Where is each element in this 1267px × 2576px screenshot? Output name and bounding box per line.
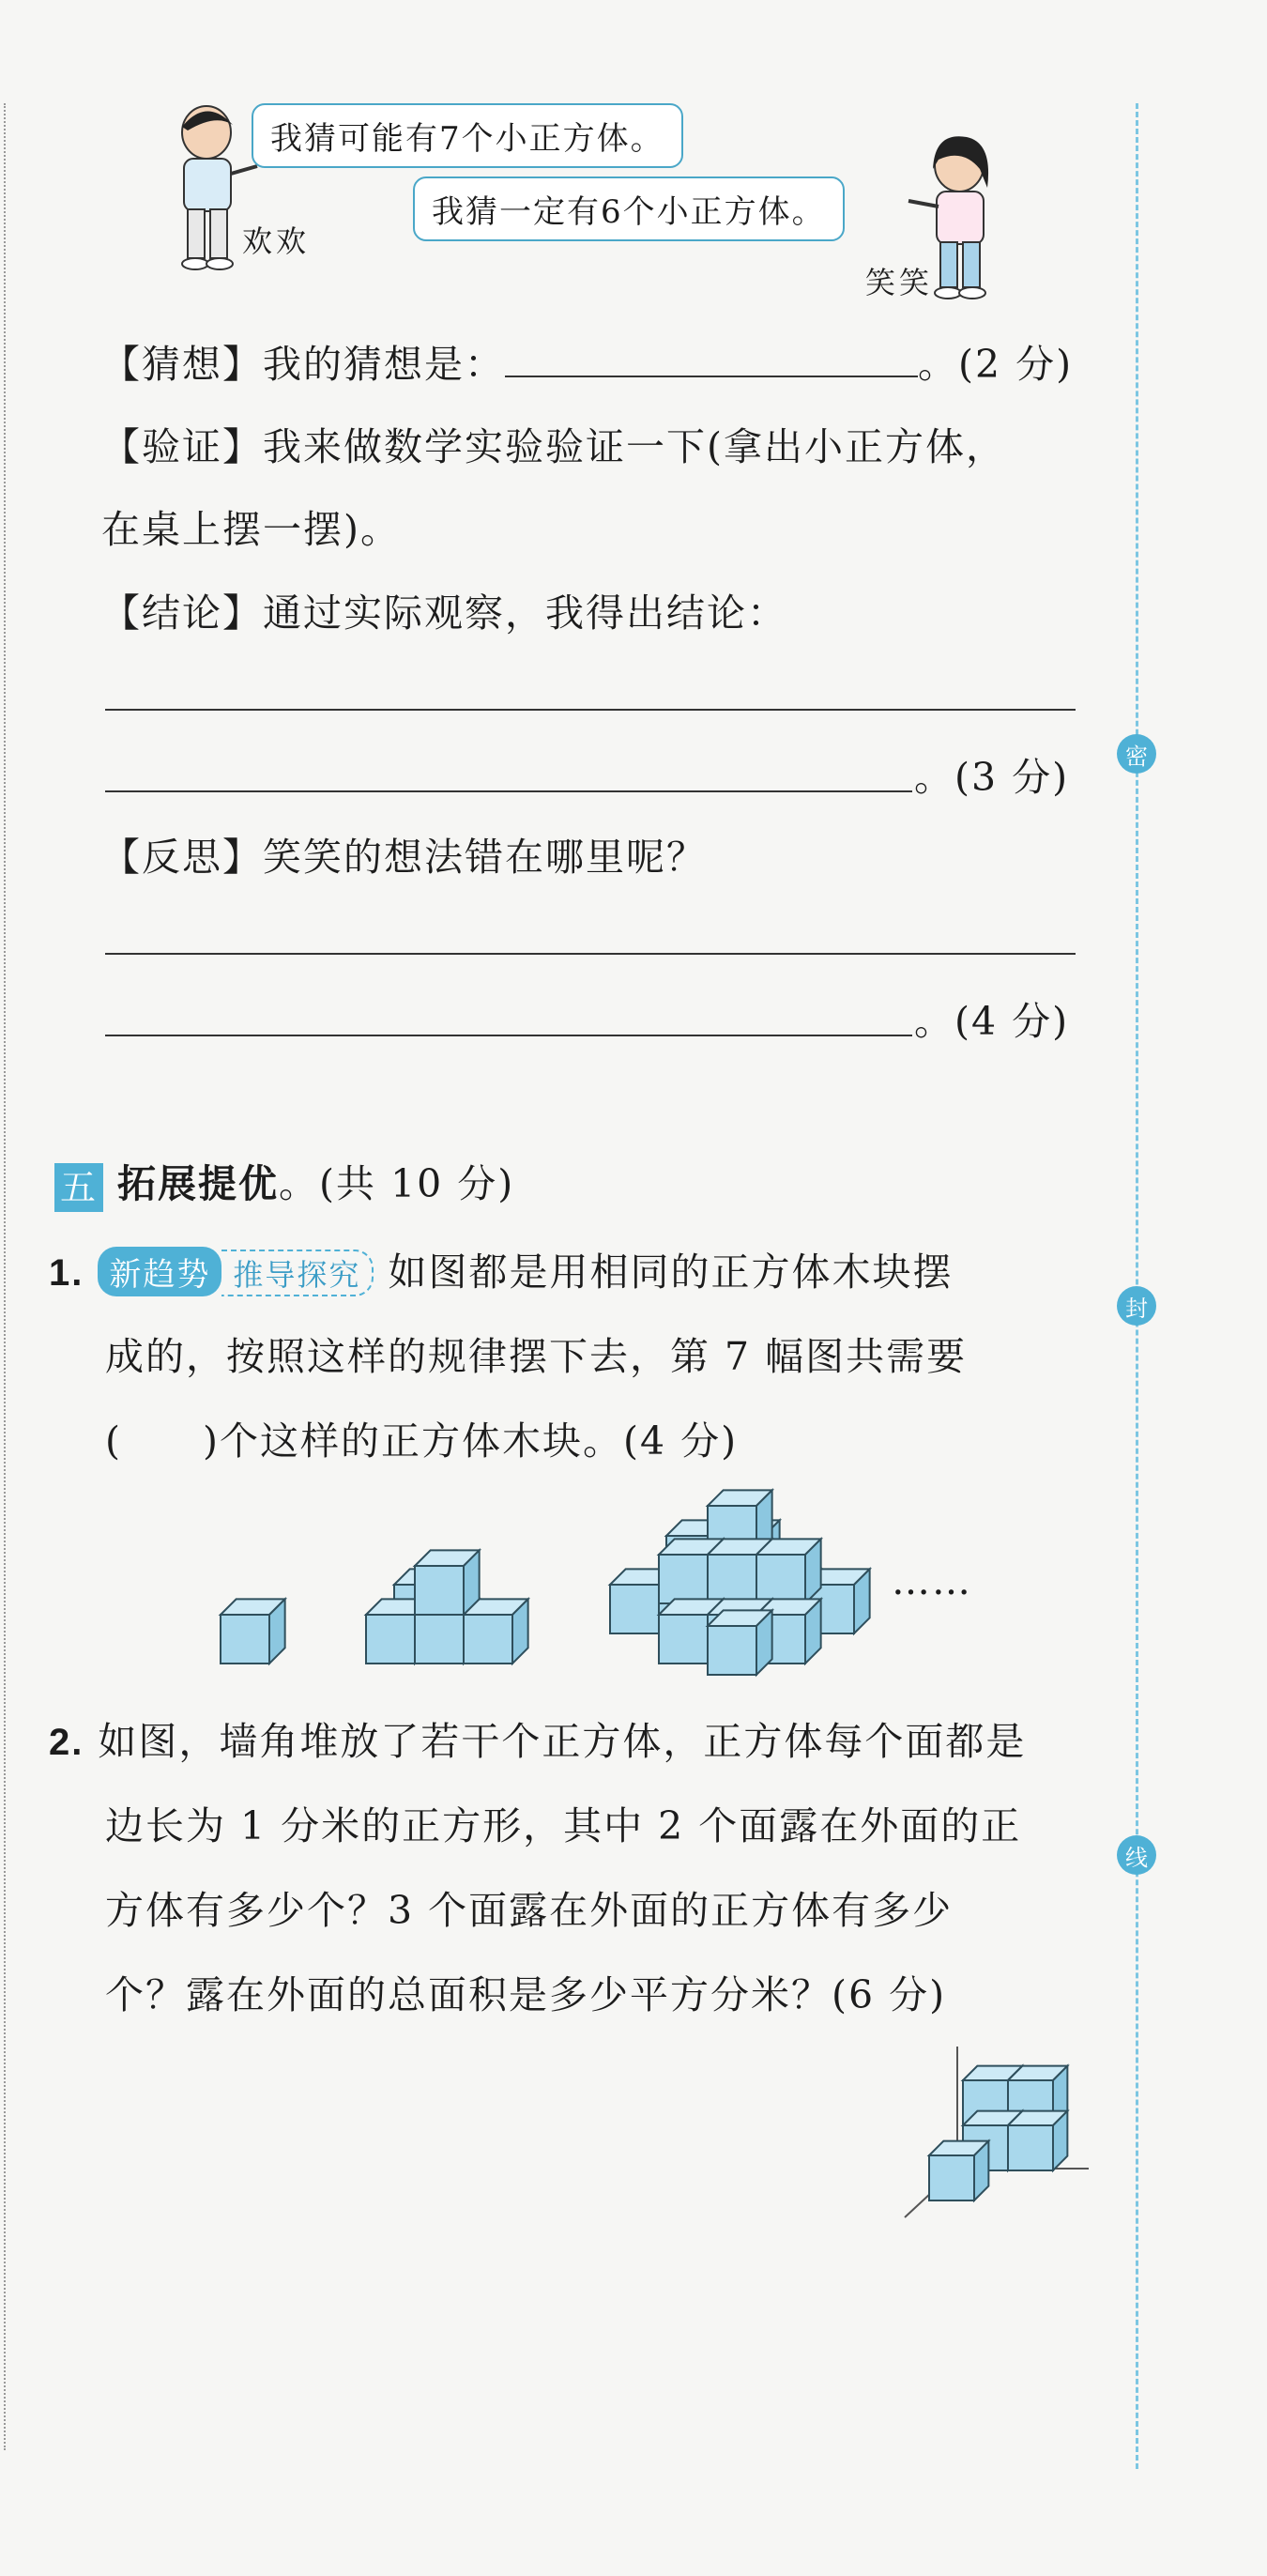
q1-tag-sub: 推导探究 xyxy=(221,1250,374,1296)
seal-xian: 线 xyxy=(1117,1835,1156,1875)
conclusion-answer-line-2[interactable] xyxy=(105,790,912,792)
left-margin-dots xyxy=(4,103,6,2450)
verify-line-1: 【验证】我来做数学实验验证一下(拿出小正方体， xyxy=(101,424,1006,469)
q1-line-3: ( )个这样的正方体木块。(4 分) xyxy=(105,1418,739,1464)
q1-number: 1. xyxy=(49,1252,84,1294)
corner-cube-front xyxy=(929,2141,988,2200)
q1-tag-new: 新趋势 xyxy=(98,1247,221,1296)
name-xiaoxiao: 笑笑 xyxy=(865,265,934,300)
guess-score: 。(2 分) xyxy=(918,342,1074,387)
q1-text-1: 如图都是用相同的正方体木块摆 xyxy=(388,1250,954,1295)
q1-line-1 xyxy=(49,1241,953,1296)
speech-bubble-right: 我猜一定有6个小正方体。 xyxy=(413,176,845,241)
seal-mi: 密 xyxy=(1117,734,1156,774)
q2-line-3: 方体有多少个？3 个面露在外面的正方体有多少 xyxy=(105,1888,954,1933)
q2-text-1: 如图，墙角堆放了若干个正方体，正方体每个面都是 xyxy=(98,1719,1027,1764)
fig3-front-bottom xyxy=(708,1610,772,1675)
guess-line xyxy=(101,333,1073,389)
fig2-cube-right xyxy=(464,1599,528,1664)
section-badge: 五 xyxy=(54,1163,103,1212)
guess-blank[interactable] xyxy=(505,376,918,377)
reflect-answer-line-1[interactable] xyxy=(105,953,1076,955)
q1-line-2: 成的，按照这样的规律摆下去，第 7 幅图共需要 xyxy=(105,1334,968,1379)
q2-number: 2. xyxy=(49,1722,84,1763)
section-header xyxy=(54,1153,514,1212)
reflect-prompt: 【反思】笑笑的想法错在哪里呢？ xyxy=(101,835,707,880)
conclusion-score: 。(3 分) xyxy=(914,755,1070,800)
corner-cube-bottom-right xyxy=(1008,2111,1067,2170)
section-title: 拓展提优 xyxy=(117,1161,280,1206)
q1-ellipsis: …… xyxy=(892,1558,972,1603)
q2-line-4: 个？露在外面的总面积是多少平方分米？(6 分) xyxy=(105,1972,947,2017)
seal-feng: 封 xyxy=(1117,1286,1156,1326)
verify-line-2: 在桌上摆一摆)。 xyxy=(101,507,401,552)
reflect-score: 。(4 分) xyxy=(914,999,1070,1044)
q2-line-1 xyxy=(49,1710,1026,1766)
q1-cube-figures xyxy=(216,1483,1004,1680)
fig2-cube-top xyxy=(415,1550,480,1615)
fig3-upper-row-2 xyxy=(756,1539,821,1603)
reflect-answer-line-2[interactable] xyxy=(105,1035,912,1036)
guess-label: 【猜想】我的猜想是： xyxy=(101,342,505,387)
conclusion-prompt: 【结论】通过实际观察，我得出结论： xyxy=(101,590,787,636)
section-score: 。(共 10 分) xyxy=(279,1161,515,1206)
q2-line-2: 边长为 1 分米的正方形，其中 2 个面露在外面的正 xyxy=(105,1803,1022,1848)
q2-corner-cubes xyxy=(901,2037,1098,2225)
speech-bubble-left: 我猜可能有7个小正方体。 xyxy=(252,103,683,168)
name-huanhuan: 欢欢 xyxy=(242,223,311,259)
fig1-cube xyxy=(221,1599,285,1664)
conclusion-answer-line-1[interactable] xyxy=(105,709,1076,711)
